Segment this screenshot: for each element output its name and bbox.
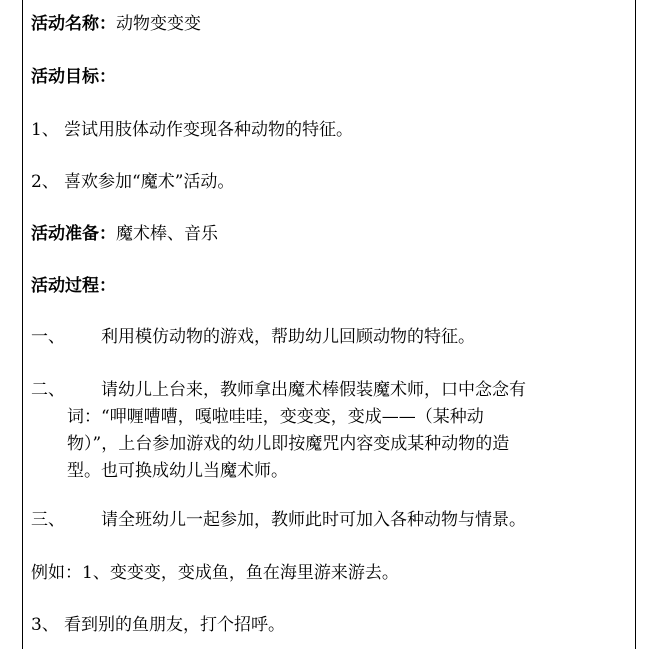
process-step-3 [31, 510, 526, 530]
example-item-3 [31, 615, 285, 635]
activity-name-value: 动物变变变 [116, 14, 201, 34]
activity-goal-label: 活动目标： [31, 67, 116, 87]
activity-prep-label: 活动准备： [31, 224, 116, 244]
process-step-2-number: 二、 [31, 380, 65, 400]
goal-item-1 [31, 120, 353, 140]
process-step-3-number: 三、 [31, 510, 65, 530]
activity-prep-row [31, 224, 218, 244]
process-step-2-line-1: 请幼儿上台来，教师拿出魔术棒假装魔术师，口中念念有 [101, 380, 526, 400]
document-frame [22, 0, 636, 649]
activity-name-label: 活动名称： [31, 14, 116, 34]
process-step-2 [31, 377, 631, 485]
activity-prep-value: 魔术棒、音乐 [116, 224, 218, 244]
process-step-1-text: 利用模仿动物的游戏，帮助幼儿回顾动物的特征。 [101, 327, 475, 347]
example-text: 变变变，变成鱼，鱼在海里游来游去。 [109, 563, 399, 583]
process-step-2-line-2: 词：“呷喱嘈嘈，嘎啦哇哇，变变变，变成——（某种动 [67, 407, 484, 427]
example-row [31, 563, 399, 583]
process-step-3-text: 请全班幼儿一起参加，教师此时可加入各种动物与情景。 [101, 510, 526, 530]
process-step-2-line-4: 型。也可换成幼儿当魔术师。 [67, 461, 288, 481]
goal-item-2-text: 喜欢参加“魔术”活动。 [64, 172, 235, 192]
goal-item-1-number: 1、 [31, 120, 59, 140]
process-step-1 [31, 327, 475, 347]
goal-item-2 [31, 172, 234, 192]
goal-item-1-text: 尝试用肢体动作变现各种动物的特征。 [64, 120, 353, 140]
example-item-3-number: 3、 [31, 615, 59, 635]
goal-item-2-number: 2、 [31, 172, 59, 192]
example-item-3-text: 看到别的鱼朋友，打个招呼。 [64, 615, 285, 635]
example-prefix: 例如：1、 [31, 563, 110, 583]
process-step-2-line-3: 物）”，上台参加游戏的幼儿即按魔咒内容变成某种动物的造 [67, 434, 510, 454]
process-step-1-number: 一、 [31, 327, 65, 347]
activity-name-row [31, 14, 201, 34]
activity-process-label: 活动过程： [31, 276, 116, 296]
